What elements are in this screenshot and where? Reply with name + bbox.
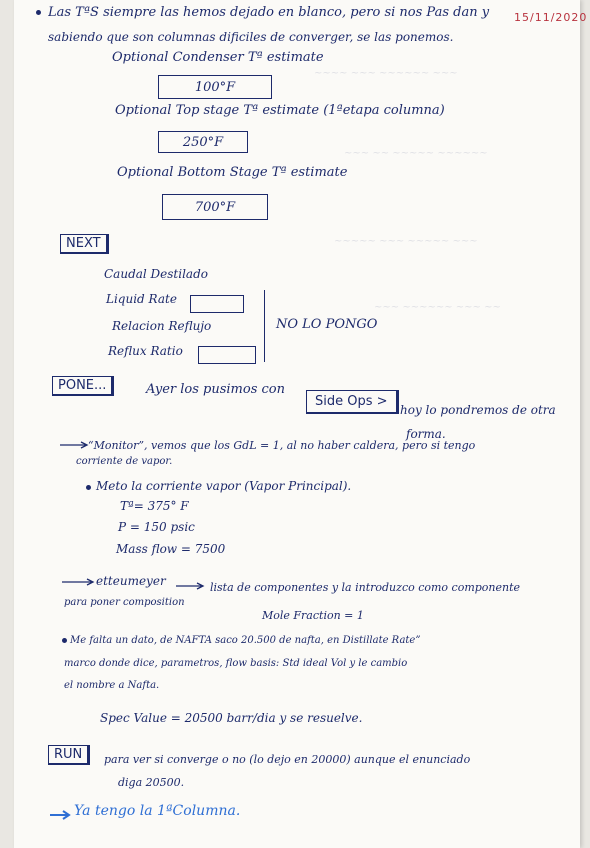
reflux-ratio-field (198, 346, 256, 364)
liquid-rate-field (190, 295, 244, 313)
nafta-line-1: Me falta un dato, de NAFTA saco 20.500 de nafta, en Distillate Rate” (70, 635, 421, 646)
spec-value-text: Spec Value = 20500 barr/dia y se resuelve. (100, 711, 363, 725)
pressure-value: P = 150 psic (118, 520, 195, 534)
relacion-reflujo-label: Relacion Reflujo (112, 319, 212, 333)
condenser-temp-value: 100°F (194, 79, 236, 95)
show-through-text: ~~~~~ ~~~ ~~~~~ ~~~ (334, 236, 478, 247)
monitor-line-1: “Monitor”, vemos que los GdL = 1, al no haber caldera, pero si tengo (88, 439, 476, 452)
monitor-line-2: corriente de vapor. (76, 456, 173, 467)
poner-composition-text: para poner composition (64, 597, 185, 608)
temp-label-condenser: Optional Condenser Tª estimate (112, 50, 324, 65)
reflux-ratio-label: Reflux Ratio (108, 344, 183, 358)
hoy-text: hoy lo pondremos de otra (400, 403, 556, 417)
run-line-2: diga 20500. (118, 776, 185, 789)
top-stage-temp-field (158, 131, 248, 153)
liquid-rate-label: Liquid Rate (106, 292, 177, 306)
arrow-icon (50, 810, 72, 820)
temp-label-bottom-stage: Optional Bottom Stage Tª estimate (117, 165, 348, 180)
bullet-dot (86, 485, 91, 490)
arrow-icon (60, 441, 90, 449)
lista-componentes-text: lista de componentes y la introduzco como componente (210, 581, 521, 594)
show-through-text: ~~~ ~~~~~~ ~~~ ~~ (374, 302, 501, 313)
bullet-dot (62, 638, 67, 643)
bottom-stage-temp-value: 700°F (194, 199, 236, 215)
eteumeyer-label: etteumeyer (96, 574, 166, 588)
vapor-principal-note: Meto la corriente vapor (Vapor Principal). (96, 479, 352, 493)
nafta-line-3: el nombre a Nafta. (64, 680, 160, 691)
temp-value: Tª= 375° F (120, 499, 189, 513)
ayer-text: Ayer los pusimos con (146, 382, 285, 397)
next-button: NEXT (60, 234, 109, 254)
caudal-destilado-label: Caudal Destilado (104, 267, 208, 281)
top-stage-temp-value: 250°F (182, 134, 224, 150)
brace (264, 290, 265, 362)
arrow-icon (62, 578, 96, 586)
side-ops-box: Side Ops > (306, 390, 399, 414)
run-line-1: para ver si converge o no (lo dejo en 20000) aunque el enunciado (104, 753, 471, 766)
forma-text: forma. (406, 427, 446, 441)
footer-note: Ya tengo la 1ªColumna. (74, 803, 241, 819)
mass-flow-value: Mass flow = 7500 (116, 542, 226, 556)
show-through-text: ~~~ ~~ ~~~~~ ~~~~~~ (344, 148, 488, 159)
pone-button: PONE... (52, 376, 114, 396)
show-through-text: ~~~~ ~~~ ~~~~~~ ~~~ (314, 68, 458, 79)
run-button: RUN (48, 745, 90, 765)
notebook-page (14, 0, 588, 848)
nafta-line-2: marco donde dice, parametros, flow basis: Std ideal Vol y le cambio (64, 658, 408, 669)
page-date: 15/11/2020 (514, 11, 588, 24)
intro-line-2: sabiendo que son columnas dificiles de converger, se las ponemos. (48, 31, 454, 44)
mole-fraction-value: Mole Fraction = 1 (262, 609, 364, 622)
bullet-dot (36, 10, 41, 15)
arrow-icon (176, 582, 206, 590)
no-lo-pongo-note: NO LO PONGO (276, 317, 378, 332)
intro-line-1: Las TªS siempre las hemos dejado en blanco, pero si nos Pas dan y (48, 6, 490, 20)
temp-label-top-stage: Optional Top stage Tª estimate (1ªetapa columna) (115, 103, 445, 118)
bottom-stage-temp-field (162, 194, 268, 220)
condenser-temp-field (158, 75, 272, 99)
